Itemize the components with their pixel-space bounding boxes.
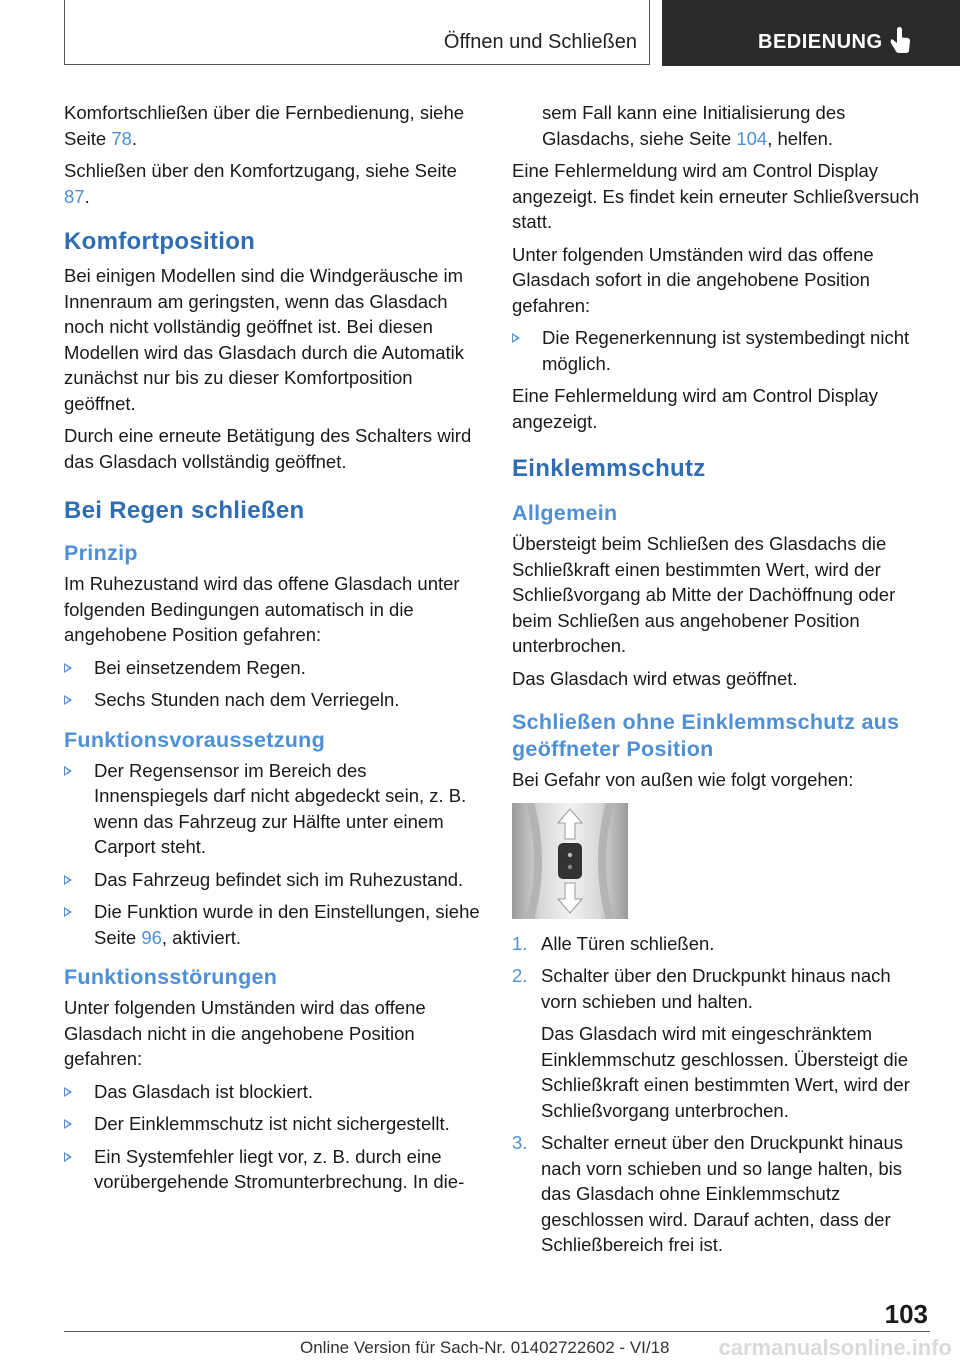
- paragraph: Bei Gefahr von außen wie folgt vorgehen:: [512, 769, 854, 790]
- step-note: Das Glasdach wird mit eingeschränktem Einklemmschutz geschlossen. Übersteigt die Schließkraft einen bestimmten Wert, wird der Schließvorgang unterbrochen.: [541, 1023, 910, 1121]
- section-heading: Einklemmschutz: [512, 455, 706, 482]
- paragraph: Durch eine erneute Betätigung des Schalters wird das Glasdach vollständig geöffnet.: [64, 425, 472, 472]
- list-item: Die Funktion wurde in den Einstellungen, siehe Seite 96, aktiviert.: [64, 899, 482, 950]
- bullet-list: [64, 1079, 482, 1195]
- paragraph: Unter folgenden Umständen wird das offene Glasdach nicht in die angehobene Position gefahren:: [64, 997, 426, 1069]
- list-item: Das Fahrzeug befindet sich im Ruhezustand.: [64, 867, 482, 893]
- triangle-bullet-icon: [64, 695, 72, 705]
- section-heading: Bei Regen schließen: [64, 497, 305, 524]
- paragraph: Schließen über den Komfortzugang, siehe Seite 87.: [64, 160, 457, 207]
- section-label: BEDIENUNG: [758, 31, 883, 53]
- paragraph: Komfortschließen über die Fernbedienung, siehe Seite 78.: [64, 102, 465, 149]
- triangle-bullet-icon: [64, 663, 72, 673]
- triangle-bullet-icon: [512, 333, 520, 343]
- subsection-heading: Prinzip: [64, 541, 138, 565]
- footer-divider: [64, 1331, 930, 1332]
- paragraph: Das Glasdach wird etwas geöffnet.: [512, 667, 798, 689]
- paragraph: Eine Fehlermeldung wird am Control Display angezeigt.: [512, 385, 879, 432]
- list-item: Bei einsetzendem Regen.: [64, 655, 482, 681]
- left-column: [64, 100, 482, 1202]
- list-item: 2. Schalter über den Druckpunkt hinaus nach vorn schieben und halten. Das Glasdach wird mit eingeschränktem Einklemmschutz geschlossen. Übersteigt die Schließkraft einen bestimmten Wert, wird der Schließvorgang unterbrochen.: [512, 963, 930, 1123]
- paragraph: Unter folgenden Umständen wird das offene Glasdach sofort in die angehobene Position gefahren:: [512, 243, 874, 316]
- section-tab: [662, 0, 960, 66]
- list-item: Der Regensensor im Bereich des Innenspiegels darf nicht abgedeckt sein, z. B. wenn das Fahrzeug zur Hälfte unter einem Carport steht.: [64, 758, 482, 860]
- bullet-list: [64, 758, 482, 951]
- subsection-heading: Funktionsstörungen: [64, 965, 278, 989]
- list-item: Der Einklemmschutz ist nicht sichergestellt.: [64, 1111, 482, 1137]
- triangle-bullet-icon: [64, 875, 72, 885]
- page-link[interactable]: 78: [111, 127, 132, 149]
- list-item: Ein Systemfehler liegt vor, z. B. durch eine vorübergehende Stromunterbrechung. In die-: [64, 1144, 482, 1195]
- triangle-bullet-icon: [64, 1152, 72, 1162]
- triangle-bullet-icon: [64, 907, 72, 917]
- paragraph: Im Ruhezustand wird das offene Glasdach unter folgenden Bedingungen automatisch in die angehobene Position gefahren:: [64, 573, 460, 645]
- online-version-text: Online Version für Sach-Nr. 01402722602 - VI/18: [300, 1338, 670, 1357]
- page-link[interactable]: 104: [736, 127, 768, 149]
- list-item: 3. Schalter erneut über den Druckpunkt hinaus nach vorn schieben und so lange halten, bis das Glasdach ohne Einklemmschutz geschlossen wird. Darauf achten, dass der Schließbereich frei ist.: [512, 1132, 903, 1255]
- triangle-bullet-icon: [64, 1119, 72, 1129]
- paragraph: Bei einigen Modellen sind die Windgeräusche im Innenraum am geringsten, wenn das Glasdach noch nicht vollständig geöffnet ist. Bei diesen Modellen wird das Glasdach durch die Automatik zunächst nur bis zu dieser Komfortposition geöffnet.: [64, 265, 465, 414]
- subsection-heading: Funktionsvoraussetzung: [64, 727, 326, 752]
- page-link[interactable]: 87: [64, 185, 85, 207]
- bullet-list: [512, 325, 930, 376]
- paragraph: Übersteigt beim Schließen des Glasdachs die Schließkraft einen bestimmten Wert, wird der Schließvorgang ab Mitte der Dachöffnung oder beim Schließen aus angehobener Position unterbrochen.: [512, 533, 896, 656]
- chapter-title: Öffnen und Schließen: [443, 31, 637, 53]
- subsection-heading: Schließen ohne Einklemmschutz aus geöffneter Position: [512, 710, 900, 761]
- paragraph: Eine Fehlermeldung wird am Control Display angezeigt. Es findet kein erneuter Schließversuch statt.: [512, 160, 920, 232]
- glass-roof-switch-image: [512, 803, 628, 919]
- list-item: Das Glasdach ist blockiert.: [64, 1079, 482, 1105]
- page-number: 103: [884, 1299, 928, 1329]
- chapter-tab: [64, 0, 650, 65]
- subsection-heading: Allgemein: [512, 501, 618, 525]
- right-column: [512, 100, 930, 1265]
- step-list: [512, 931, 930, 1258]
- triangle-bullet-icon: [64, 1087, 72, 1097]
- page-header: [0, 0, 960, 66]
- watermark: carmanualsonline.info: [718, 1335, 952, 1360]
- list-item: Die Regenerkennung ist systembedingt nicht möglich.: [512, 325, 930, 376]
- page-link[interactable]: 96: [141, 926, 162, 948]
- list-item: 1. Alle Türen schließen.: [512, 932, 715, 954]
- triangle-bullet-icon: [64, 766, 72, 776]
- section-heading: Komfortposition: [64, 228, 256, 255]
- paragraph: sem Fall kann eine Initialisierung des Glasdachs, siehe Seite 104, helfen.: [542, 102, 846, 149]
- bullet-list: [64, 655, 482, 713]
- list-item: Sechs Stunden nach dem Verriegeln.: [64, 687, 482, 713]
- hand-pointer-icon: [888, 25, 912, 60]
